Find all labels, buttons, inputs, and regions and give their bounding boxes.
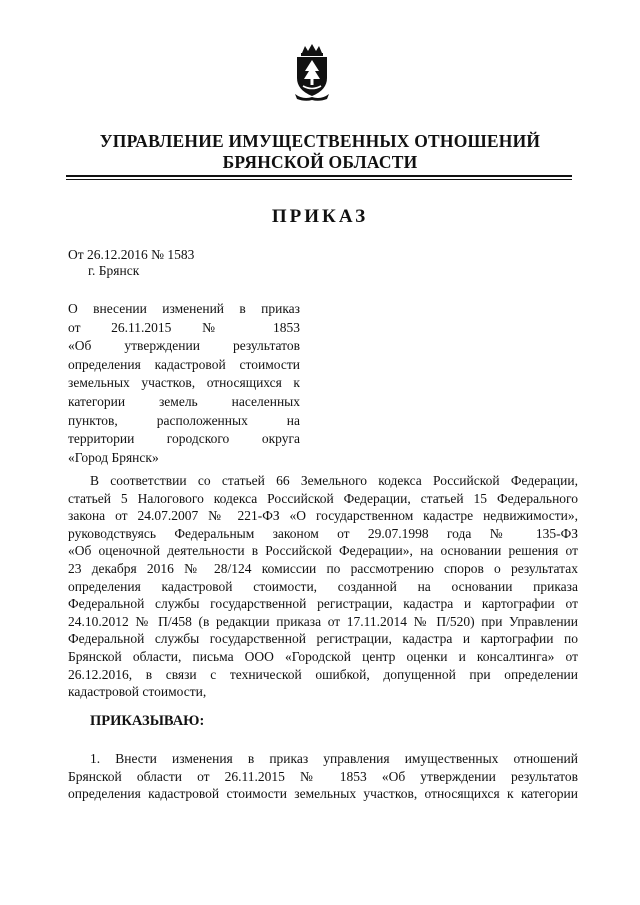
document-subject — [68, 300, 300, 467]
subject-line: О внесении изменений в приказ — [68, 301, 300, 316]
subject-line: пунктов, расположенных на — [68, 412, 300, 428]
decree-heading: ПРИКАЗЫВАЮ: — [90, 713, 205, 729]
paragraph-line: Брянской области, письма ООО «Городской центр оценки и консалтинга» от — [68, 648, 578, 664]
paragraph-line: «Об оценочной деятельности в Российской Федерации», на основании решения от — [68, 543, 578, 559]
subject-line: земельных участков, относящихся к — [68, 375, 300, 391]
paragraph-line: Брянской области от 26.11.2015 № 1853 «Об утверждении результатов — [68, 768, 578, 784]
organization-name-line1: УПРАВЛЕНИЕ ИМУЩЕСТВЕННЫХ ОТНОШЕНИЙ — [99, 131, 541, 151]
document-city: г. Брянск — [88, 263, 140, 278]
paragraph-line: определения кадастровой стоимости, созданной на основании приказа — [68, 578, 578, 594]
paragraph-line: 26.12.2016, в связи с технической ошибкой, допущенной при определении — [68, 666, 578, 682]
document-date-number: От 26.12.2016 № 1583 — [68, 247, 195, 262]
organization-name-line2: БРЯНСКОЙ ОБЛАСТИ — [222, 152, 418, 172]
paragraph-line: 23 декабря 2016 № 28/124 комиссии по рассмотрению споров о результатах — [68, 560, 578, 576]
paragraph-line: закона от 24.07.2007 № 221-ФЗ «О государственном кадастре недвижимости», — [68, 508, 578, 524]
subject-line: от 26.11.2015 № 1853 — [68, 319, 300, 335]
subject-line: определения кадастровой стоимости — [68, 356, 300, 372]
preamble-paragraph — [68, 472, 578, 701]
paragraph-line: 1. Внести изменения в приказ управления имущественных отношений — [90, 751, 578, 766]
paragraph-line: 24.10.2012 № П/458 (в редакции приказа от 17.11.2014 № П/520) при Управлении — [68, 613, 578, 629]
subject-line: территории городского округа — [68, 431, 300, 447]
header-divider-thick — [66, 175, 572, 177]
decree-item-1 — [68, 750, 578, 803]
paragraph-line: Федеральной службы государственной регистрации, кадастра и картографии по — [68, 631, 578, 647]
paragraph-line: В соответствии со статьей 66 Земельного кодекса Российской Федерации, — [90, 473, 578, 488]
subject-line: «Город Брянск» — [68, 449, 159, 465]
paragraph-line: статьей 5 Налогового кодекса Российской Федерации, статьей 15 Федерального — [68, 490, 578, 506]
paragraph-line: руководствуясь Федеральным законом от 29.07.1998 года № 135-ФЗ — [68, 525, 578, 541]
bryansk-coat-of-arms-icon — [293, 44, 331, 102]
subject-line: категории земель населенных — [68, 393, 300, 409]
document-title: ПРИКАЗ — [271, 206, 369, 227]
paragraph-line: определения кадастровой стоимости земельных участков, относящихся к категории — [68, 786, 578, 802]
paragraph-line: Федеральной службы государственной регистрации, кадастра и картографии от — [68, 596, 578, 612]
header-divider-thin — [66, 179, 572, 180]
subject-line: «Об утверждении результатов — [68, 338, 300, 354]
paragraph-line: кадастровой стоимости, — [68, 684, 207, 700]
